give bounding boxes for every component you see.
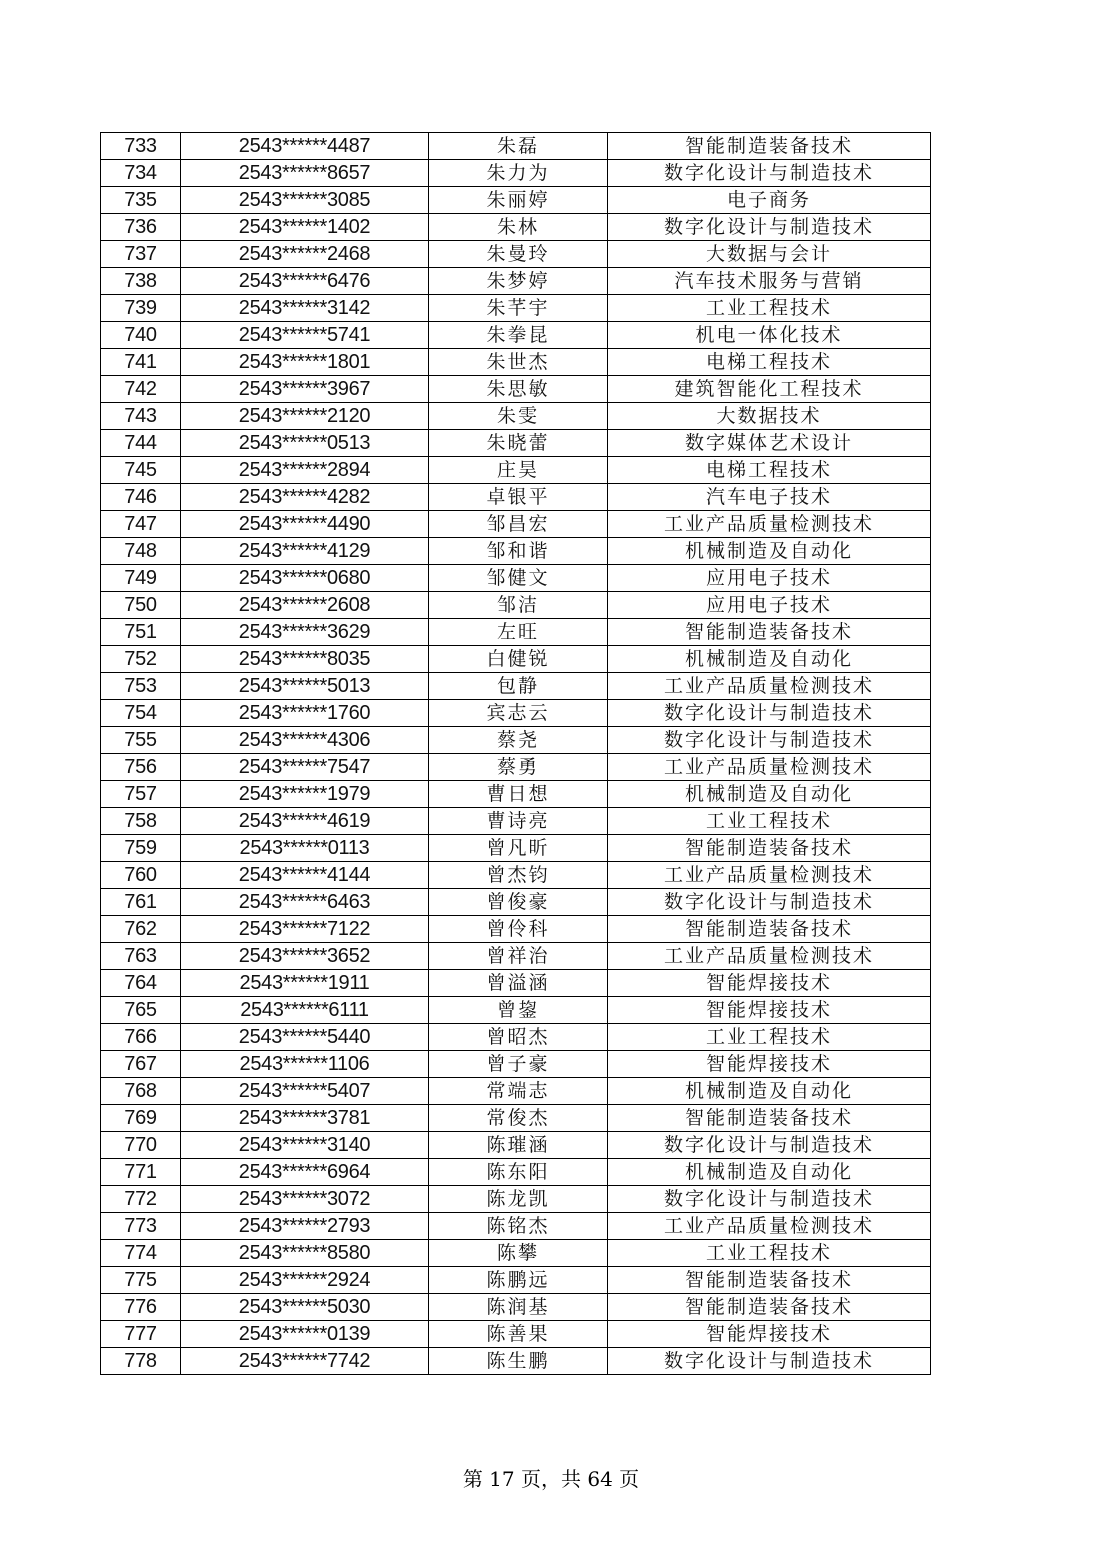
id-number-cell: 2543******1911	[181, 970, 429, 997]
major-cell: 智能制造装备技术	[608, 619, 931, 646]
name-cell: 朱拳昆	[429, 322, 608, 349]
table-row	[101, 295, 931, 322]
major-cell: 智能焊接技术	[608, 970, 931, 997]
major-cell: 智能焊接技术	[608, 1321, 931, 1348]
seq-cell: 745	[101, 457, 181, 484]
major-cell: 智能制造装备技术	[608, 835, 931, 862]
major-cell: 智能制造装备技术	[608, 916, 931, 943]
seq-cell: 741	[101, 349, 181, 376]
name-cell: 朱雯	[429, 403, 608, 430]
table-row	[101, 700, 931, 727]
seq-cell: 757	[101, 781, 181, 808]
table-row	[101, 997, 931, 1024]
table-row	[101, 943, 931, 970]
id-number-cell: 2543******3629	[181, 619, 429, 646]
id-number-cell: 2543******2894	[181, 457, 429, 484]
name-cell: 蔡勇	[429, 754, 608, 781]
seq-cell: 742	[101, 376, 181, 403]
table-row	[101, 187, 931, 214]
id-number-cell: 2543******0513	[181, 430, 429, 457]
major-cell: 工业产品质量检测技术	[608, 673, 931, 700]
major-cell: 智能制造装备技术	[608, 133, 931, 160]
name-cell: 朱晓蕾	[429, 430, 608, 457]
major-cell: 机电一体化技术	[608, 322, 931, 349]
seq-cell: 771	[101, 1159, 181, 1186]
major-cell: 数字化设计与制造技术	[608, 727, 931, 754]
major-cell: 工业工程技术	[608, 295, 931, 322]
major-cell: 工业工程技术	[608, 808, 931, 835]
seq-cell: 768	[101, 1078, 181, 1105]
table-row	[101, 1132, 931, 1159]
major-cell: 电梯工程技术	[608, 349, 931, 376]
seq-cell: 774	[101, 1240, 181, 1267]
name-cell: 卓银平	[429, 484, 608, 511]
major-cell: 大数据与会计	[608, 241, 931, 268]
table-row	[101, 889, 931, 916]
id-number-cell: 2543******4129	[181, 538, 429, 565]
id-number-cell: 2543******5407	[181, 1078, 429, 1105]
name-cell: 朱力为	[429, 160, 608, 187]
seq-cell: 766	[101, 1024, 181, 1051]
seq-cell: 733	[101, 133, 181, 160]
seq-cell: 764	[101, 970, 181, 997]
table-row	[101, 403, 931, 430]
major-cell: 机械制造及自动化	[608, 646, 931, 673]
major-cell: 智能焊接技术	[608, 1051, 931, 1078]
id-number-cell: 2543******4282	[181, 484, 429, 511]
major-cell: 智能焊接技术	[608, 997, 931, 1024]
table-row	[101, 1294, 931, 1321]
name-cell: 朱曼玲	[429, 241, 608, 268]
id-number-cell: 2543******6476	[181, 268, 429, 295]
name-cell: 常俊杰	[429, 1105, 608, 1132]
table-row	[101, 1078, 931, 1105]
table-row	[101, 511, 931, 538]
id-number-cell: 2543******3781	[181, 1105, 429, 1132]
seq-cell: 759	[101, 835, 181, 862]
roster-body	[101, 133, 931, 1375]
table-row	[101, 673, 931, 700]
table-row	[101, 862, 931, 889]
name-cell: 陈龙凯	[429, 1186, 608, 1213]
id-number-cell: 2543******2793	[181, 1213, 429, 1240]
seq-cell: 776	[101, 1294, 181, 1321]
id-number-cell: 2543******3652	[181, 943, 429, 970]
id-number-cell: 2543******4144	[181, 862, 429, 889]
seq-cell: 743	[101, 403, 181, 430]
name-cell: 陈润基	[429, 1294, 608, 1321]
table-row	[101, 349, 931, 376]
major-cell: 大数据技术	[608, 403, 931, 430]
major-cell: 工业产品质量检测技术	[608, 943, 931, 970]
table-row	[101, 1348, 931, 1375]
major-cell: 应用电子技术	[608, 565, 931, 592]
table-row	[101, 646, 931, 673]
major-cell: 数字媒体艺术设计	[608, 430, 931, 457]
table-row	[101, 727, 931, 754]
name-cell: 曹诗亮	[429, 808, 608, 835]
id-number-cell: 2543******2468	[181, 241, 429, 268]
id-number-cell: 2543******3085	[181, 187, 429, 214]
id-number-cell: 2543******2608	[181, 592, 429, 619]
name-cell: 曾子豪	[429, 1051, 608, 1078]
id-number-cell: 2543******0680	[181, 565, 429, 592]
major-cell: 数字化设计与制造技术	[608, 700, 931, 727]
id-number-cell: 2543******3140	[181, 1132, 429, 1159]
table-row	[101, 430, 931, 457]
table-row	[101, 781, 931, 808]
seq-cell: 762	[101, 916, 181, 943]
major-cell: 数字化设计与制造技术	[608, 1348, 931, 1375]
seq-cell: 765	[101, 997, 181, 1024]
id-number-cell: 2543******4490	[181, 511, 429, 538]
id-number-cell: 2543******5030	[181, 1294, 429, 1321]
major-cell: 工业工程技术	[608, 1240, 931, 1267]
name-cell: 朱芊宇	[429, 295, 608, 322]
id-number-cell: 2543******8657	[181, 160, 429, 187]
table-row	[101, 1159, 931, 1186]
id-number-cell: 2543******3142	[181, 295, 429, 322]
name-cell: 陈鹏远	[429, 1267, 608, 1294]
name-cell: 朱林	[429, 214, 608, 241]
table-row	[101, 1105, 931, 1132]
id-number-cell: 2543******2120	[181, 403, 429, 430]
name-cell: 左旺	[429, 619, 608, 646]
id-number-cell: 2543******5741	[181, 322, 429, 349]
seq-cell: 760	[101, 862, 181, 889]
table-row	[101, 970, 931, 997]
table-row	[101, 457, 931, 484]
table-row	[101, 619, 931, 646]
major-cell: 机械制造及自动化	[608, 1159, 931, 1186]
id-number-cell: 2543******1801	[181, 349, 429, 376]
id-number-cell: 2543******0113	[181, 835, 429, 862]
table-row	[101, 268, 931, 295]
seq-cell: 755	[101, 727, 181, 754]
table-row	[101, 835, 931, 862]
major-cell: 汽车电子技术	[608, 484, 931, 511]
seq-cell: 736	[101, 214, 181, 241]
name-cell: 陈璀涵	[429, 1132, 608, 1159]
name-cell: 曾俊豪	[429, 889, 608, 916]
seq-cell: 758	[101, 808, 181, 835]
seq-cell: 763	[101, 943, 181, 970]
seq-cell: 739	[101, 295, 181, 322]
seq-cell: 770	[101, 1132, 181, 1159]
seq-cell: 747	[101, 511, 181, 538]
name-cell: 蔡尧	[429, 727, 608, 754]
seq-cell: 751	[101, 619, 181, 646]
seq-cell: 737	[101, 241, 181, 268]
major-cell: 数字化设计与制造技术	[608, 1132, 931, 1159]
major-cell: 数字化设计与制造技术	[608, 214, 931, 241]
name-cell: 朱思敏	[429, 376, 608, 403]
major-cell: 汽车技术服务与营销	[608, 268, 931, 295]
major-cell: 智能制造装备技术	[608, 1294, 931, 1321]
major-cell: 建筑智能化工程技术	[608, 376, 931, 403]
seq-cell: 753	[101, 673, 181, 700]
name-cell: 曾杰钧	[429, 862, 608, 889]
seq-cell: 750	[101, 592, 181, 619]
seq-cell: 772	[101, 1186, 181, 1213]
seq-cell: 744	[101, 430, 181, 457]
table-row	[101, 565, 931, 592]
table-row	[101, 1186, 931, 1213]
name-cell: 朱丽婷	[429, 187, 608, 214]
name-cell: 曾祥治	[429, 943, 608, 970]
name-cell: 曾鋆	[429, 997, 608, 1024]
table-row	[101, 484, 931, 511]
name-cell: 曾凡昕	[429, 835, 608, 862]
seq-cell: 734	[101, 160, 181, 187]
name-cell: 朱磊	[429, 133, 608, 160]
seq-cell: 778	[101, 1348, 181, 1375]
seq-cell: 761	[101, 889, 181, 916]
name-cell: 常端志	[429, 1078, 608, 1105]
seq-cell: 754	[101, 700, 181, 727]
id-number-cell: 2543******5013	[181, 673, 429, 700]
seq-cell: 735	[101, 187, 181, 214]
name-cell: 曾伶科	[429, 916, 608, 943]
major-cell: 智能制造装备技术	[608, 1105, 931, 1132]
name-cell: 陈铭杰	[429, 1213, 608, 1240]
id-number-cell: 2543******8035	[181, 646, 429, 673]
name-cell: 邹洁	[429, 592, 608, 619]
table-row	[101, 160, 931, 187]
id-number-cell: 2543******5440	[181, 1024, 429, 1051]
major-cell: 机械制造及自动化	[608, 781, 931, 808]
table-row	[101, 241, 931, 268]
seq-cell: 769	[101, 1105, 181, 1132]
major-cell: 智能制造装备技术	[608, 1267, 931, 1294]
seq-cell: 773	[101, 1213, 181, 1240]
name-cell: 曾溢涵	[429, 970, 608, 997]
table-row	[101, 592, 931, 619]
major-cell: 工业产品质量检测技术	[608, 754, 931, 781]
name-cell: 朱梦婷	[429, 268, 608, 295]
table-row	[101, 1024, 931, 1051]
id-number-cell: 2543******6964	[181, 1159, 429, 1186]
table-row	[101, 754, 931, 781]
name-cell: 包静	[429, 673, 608, 700]
seq-cell: 749	[101, 565, 181, 592]
id-number-cell: 2543******2924	[181, 1267, 429, 1294]
table-row	[101, 808, 931, 835]
major-cell: 工业产品质量检测技术	[608, 511, 931, 538]
table-row	[101, 322, 931, 349]
seq-cell: 740	[101, 322, 181, 349]
table-row	[101, 916, 931, 943]
id-number-cell: 2543******4487	[181, 133, 429, 160]
name-cell: 邹和谐	[429, 538, 608, 565]
page-footer: 第 17 页，共 64 页	[462, 1467, 640, 1491]
major-cell: 数字化设计与制造技术	[608, 1186, 931, 1213]
id-number-cell: 2543******1760	[181, 700, 429, 727]
table-row	[101, 376, 931, 403]
seq-cell: 738	[101, 268, 181, 295]
seq-cell: 746	[101, 484, 181, 511]
major-cell: 数字化设计与制造技术	[608, 889, 931, 916]
id-number-cell: 2543******1402	[181, 214, 429, 241]
name-cell: 宾志云	[429, 700, 608, 727]
name-cell: 曹日想	[429, 781, 608, 808]
seq-cell: 748	[101, 538, 181, 565]
table-row	[101, 1213, 931, 1240]
name-cell: 陈东阳	[429, 1159, 608, 1186]
seq-cell: 756	[101, 754, 181, 781]
name-cell: 陈善果	[429, 1321, 608, 1348]
seq-cell: 767	[101, 1051, 181, 1078]
table-row	[101, 1267, 931, 1294]
table-row	[101, 214, 931, 241]
table-row	[101, 1051, 931, 1078]
id-number-cell: 2543******1106	[181, 1051, 429, 1078]
name-cell: 陈生鹏	[429, 1348, 608, 1375]
id-number-cell: 2543******7742	[181, 1348, 429, 1375]
name-cell: 曾昭杰	[429, 1024, 608, 1051]
table-row	[101, 1321, 931, 1348]
major-cell: 工业工程技术	[608, 1024, 931, 1051]
name-cell: 陈攀	[429, 1240, 608, 1267]
name-cell: 邹健文	[429, 565, 608, 592]
major-cell: 工业产品质量检测技术	[608, 1213, 931, 1240]
name-cell: 白健锐	[429, 646, 608, 673]
id-number-cell: 2543******6463	[181, 889, 429, 916]
major-cell: 应用电子技术	[608, 592, 931, 619]
id-number-cell: 2543******8580	[181, 1240, 429, 1267]
major-cell: 数字化设计与制造技术	[608, 160, 931, 187]
roster-table	[100, 132, 931, 1375]
id-number-cell: 2543******3072	[181, 1186, 429, 1213]
id-number-cell: 2543******1979	[181, 781, 429, 808]
id-number-cell: 2543******4306	[181, 727, 429, 754]
major-cell: 电梯工程技术	[608, 457, 931, 484]
id-number-cell: 2543******3967	[181, 376, 429, 403]
table-row	[101, 133, 931, 160]
id-number-cell: 2543******4619	[181, 808, 429, 835]
id-number-cell: 2543******7122	[181, 916, 429, 943]
seq-cell: 752	[101, 646, 181, 673]
name-cell: 庄昊	[429, 457, 608, 484]
id-number-cell: 2543******7547	[181, 754, 429, 781]
major-cell: 机械制造及自动化	[608, 1078, 931, 1105]
id-number-cell: 2543******6111	[181, 997, 429, 1024]
name-cell: 朱世杰	[429, 349, 608, 376]
major-cell: 机械制造及自动化	[608, 538, 931, 565]
major-cell: 电子商务	[608, 187, 931, 214]
table-row	[101, 538, 931, 565]
table-row	[101, 1240, 931, 1267]
id-number-cell: 2543******0139	[181, 1321, 429, 1348]
name-cell: 邹昌宏	[429, 511, 608, 538]
seq-cell: 777	[101, 1321, 181, 1348]
major-cell: 工业产品质量检测技术	[608, 862, 931, 889]
seq-cell: 775	[101, 1267, 181, 1294]
